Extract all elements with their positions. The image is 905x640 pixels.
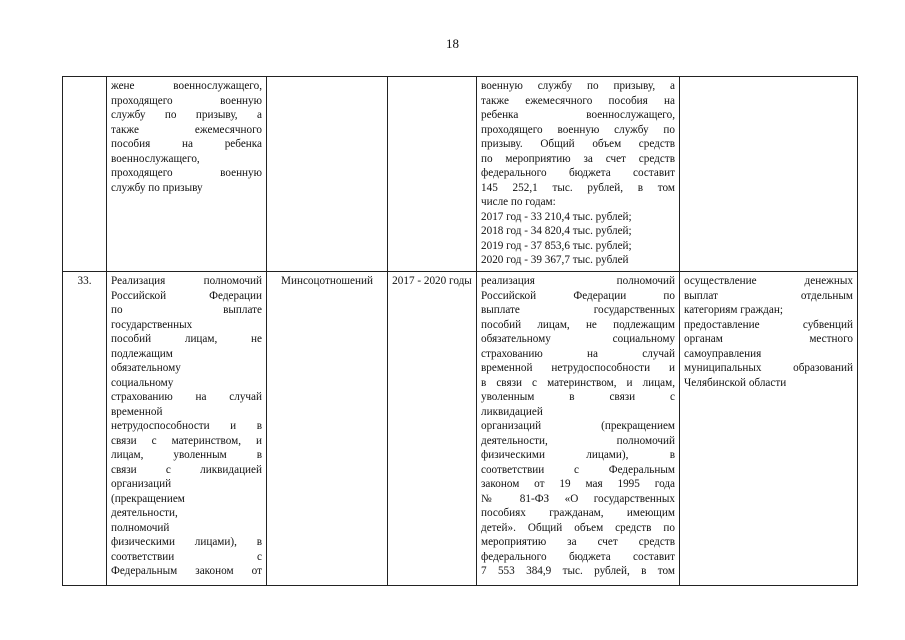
period-cell: [388, 77, 477, 272]
description-cell: [477, 272, 680, 586]
row-number-cell: 33.: [63, 272, 107, 586]
text-line: деятельности, полномочий: [481, 434, 675, 447]
text-line: категориям граждан;: [684, 304, 783, 316]
text-line: 2020 год - 39 367,7 тыс. рублей: [481, 254, 629, 266]
text-line: Челябинской области: [684, 376, 787, 389]
text-line: деятельности,: [111, 507, 178, 519]
page-number: 18: [446, 36, 459, 51]
text-line: проходящего военную: [111, 94, 262, 107]
table-row: [63, 77, 858, 272]
text-line: предоставление субвенций: [684, 318, 853, 331]
text-line: военную службу по призыву, а: [481, 80, 675, 92]
text-line: военнослужащего,: [111, 152, 200, 165]
period-cell: 2017 - 2020 годы: [388, 272, 477, 586]
text-line: мероприятию за счет средств: [481, 536, 675, 548]
text-line: по выплате: [111, 304, 262, 316]
text-line: 7 553 384,9 тыс. рублей, в том: [481, 565, 675, 577]
text-line: государственных: [111, 318, 193, 331]
text-line: подлежащим: [111, 347, 173, 360]
expected-result-cell: [680, 77, 858, 272]
text-line: № 81-ФЗ «О государственных: [481, 492, 675, 505]
text-line: детей». Общий объем средств по: [481, 521, 675, 534]
text-line: полномочий: [111, 521, 170, 534]
executor-cell: [267, 77, 388, 272]
text-line: 145 252,1 тыс. рублей, в том: [481, 181, 675, 194]
program-measures-table: [62, 76, 858, 586]
text-line: обязательному социальному: [481, 333, 675, 345]
text-line: органам местного: [684, 333, 853, 345]
text-line: соответствии с: [111, 550, 262, 563]
text-line: пособия на ребенка: [111, 138, 262, 150]
text-line: законом от 19 мая 1995 года: [481, 478, 675, 490]
text-line: самоуправления: [684, 347, 762, 360]
text-line: выплат отдельным: [684, 289, 853, 302]
text-line: числе по годам:: [481, 196, 556, 208]
description-cell: [477, 77, 680, 272]
text-line: также ежемесячного пособия на: [481, 94, 675, 107]
table-row: [63, 272, 858, 586]
text-line: 2017 год - 33 210,4 тыс. рублей;: [481, 210, 632, 223]
measure-name-cell: [107, 77, 267, 272]
text-line: временной нетрудоспособности и: [481, 362, 675, 374]
text-line: 2018 год - 34 820,4 тыс. рублей;: [481, 225, 632, 237]
text-line: временной: [111, 405, 163, 418]
text-line: службу по призыву, а: [111, 109, 262, 121]
text-line: пособий лицам, не подлежащим: [481, 318, 675, 331]
text-line: 2019 год - 37 853,6 тыс. рублей;: [481, 239, 632, 252]
text-line: в связи с материнством, и лицам,: [481, 376, 675, 389]
text-line: проходящего военную службу по: [481, 123, 675, 136]
text-line: призыву. Общий объем средств: [481, 138, 675, 150]
text-line: страхованию на случай: [481, 347, 675, 360]
text-line: социальному: [111, 376, 174, 389]
expected-result-cell: [680, 272, 858, 586]
text-line: Реализация полномочий: [111, 275, 262, 287]
text-line: осуществление денежных: [684, 275, 853, 287]
text-line: организаций (прекращением: [481, 420, 675, 432]
text-line: реализация полномочий: [481, 275, 675, 287]
text-line: нетрудоспособности и в: [111, 420, 262, 432]
text-line: федерального бюджета составит: [481, 167, 675, 179]
text-line: муниципальных образований: [684, 362, 853, 374]
text-line: связи с материнством, и: [111, 434, 262, 447]
text-line: соответствии с Федеральным: [481, 463, 675, 476]
text-line: (прекращением: [111, 492, 185, 505]
row-number-cell: [63, 77, 107, 272]
executor-cell: Минсоцотношений: [267, 272, 388, 586]
text-line: жене военнослужащего,: [111, 80, 262, 92]
text-line: ликвидацией: [481, 405, 543, 418]
text-line: Федеральным законом от: [111, 565, 262, 577]
text-line: Российской Федерации: [111, 289, 262, 302]
text-line: физическими лицами), в: [111, 536, 262, 548]
text-line: также ежемесячного: [111, 123, 262, 136]
text-line: связи с ликвидацией: [111, 463, 262, 476]
text-line: физическими лицами), в: [481, 449, 675, 461]
text-line: по мероприятию за счет средств: [481, 152, 675, 165]
text-line: ребенка военнослужащего,: [481, 109, 675, 121]
text-line: лицам, уволенным в: [111, 449, 262, 461]
text-line: проходящего военную: [111, 167, 262, 179]
measure-name-cell: [107, 272, 267, 586]
text-line: страхованию на случай: [111, 391, 262, 403]
text-line: организаций: [111, 478, 172, 490]
text-line: службу по призыву: [111, 181, 203, 194]
text-line: обязательному: [111, 362, 181, 374]
text-line: пособиях гражданам, имеющим: [481, 507, 675, 519]
text-line: уволенным в связи с: [481, 391, 675, 403]
text-line: пособий лицам, не: [111, 333, 262, 345]
text-line: Российской Федерации по: [481, 289, 675, 302]
text-line: выплате государственных: [481, 304, 675, 316]
text-line: федерального бюджета составит: [481, 550, 675, 563]
